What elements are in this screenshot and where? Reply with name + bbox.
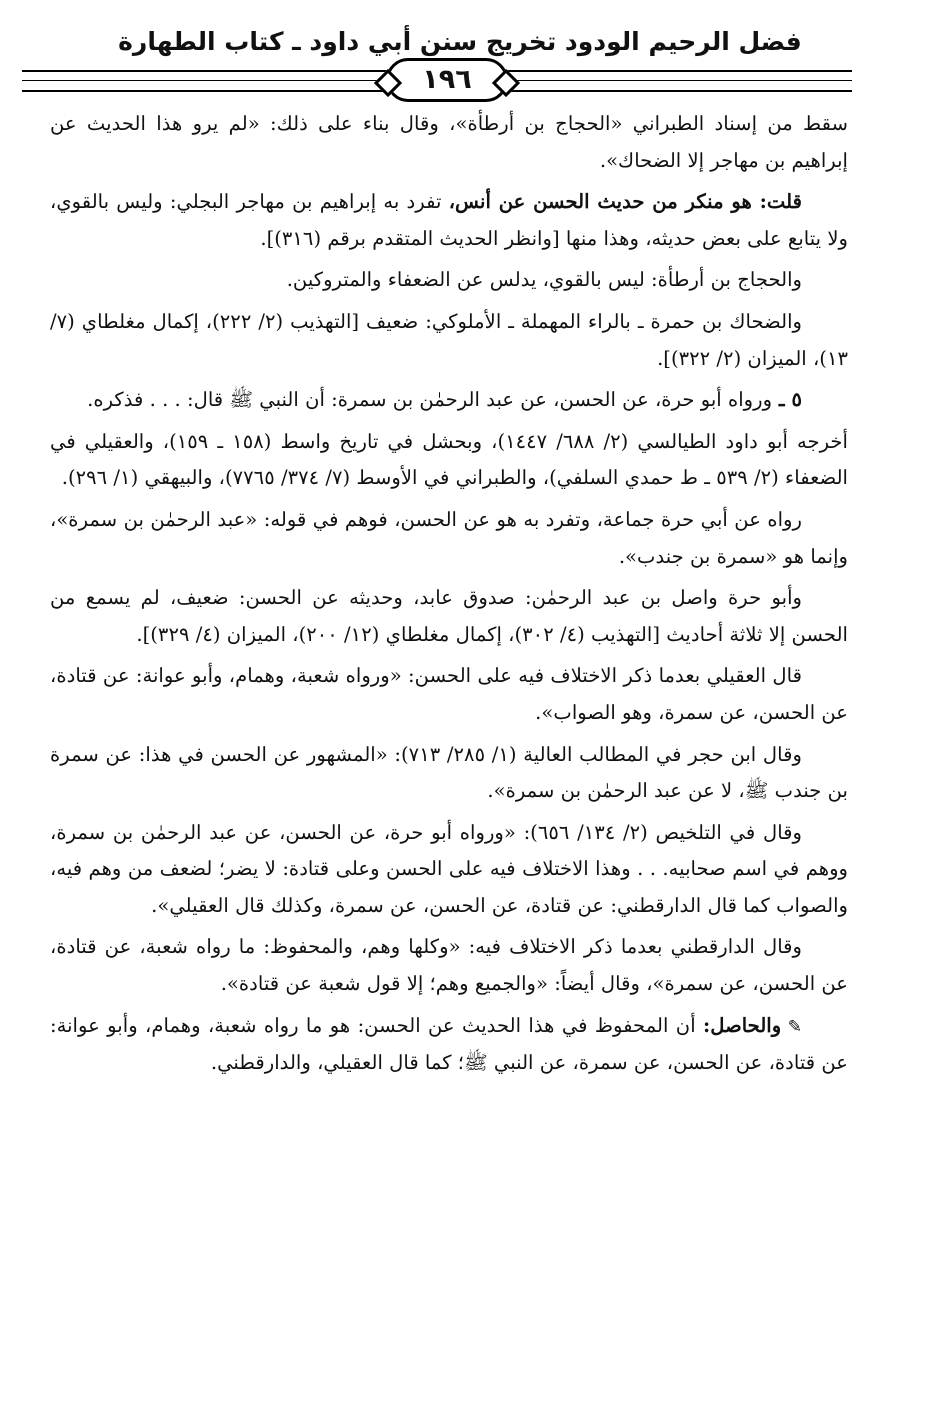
bold-text-run: قلت: هو منكر من حديث الحسن عن أنس،	[448, 190, 802, 214]
main-text-body	[50, 106, 848, 1376]
text-run: رواه عن أبي حرة جماعة، وتفرد به هو عن الحسن، فوهم في قوله: «عبد الرحمٰن بن سمرة»، وإنما هو «سمرة بن جندب».	[50, 507, 848, 568]
text-run: قال العقيلي بعدما ذكر الاختلاف فيه على الحسن: «ورواه شعبة، وهمام، وأبو عوانة: عن قتادة، عن الحسن، عن سمرة، وهو الصواب».	[50, 664, 848, 724]
paragraph	[50, 929, 848, 1002]
paragraph	[50, 502, 848, 575]
paragraph	[50, 737, 848, 810]
text-run: سقط من إسناد الطبراني «الحجاج بن أرطأة»، وقال بناء على ذلك: «لم يرو هذا الحديث عن إبراهيم بن مهاجر إلا الضحاك».	[50, 112, 848, 172]
text-run: والحجاج بن أرطأة: ليس بالقوي، يدلس عن الضعفاء والمتروكين.	[286, 268, 802, 292]
pen-note-icon: ✎	[781, 1016, 802, 1037]
paragraph	[50, 262, 848, 299]
text-run: وقال الدارقطني بعدما ذكر الاختلاف فيه: «وكلها وهم، والمحفوظ: ما رواه شعبة، عن قتادة، عن الحسن، عن سمرة»، وقال أيضاً: «والجميع وهم؛ إلا قول شعبة عن قتادة».	[50, 935, 848, 996]
paragraph	[50, 304, 848, 377]
paragraph	[50, 424, 848, 497]
text-run: وقال في التلخيص (٢/ ١٣٤/ ٦٥٦): «ورواه أبو حرة، عن الحسن، عن عبد الرحمٰن بن سمرة، ووهم في اسم صحابيه. . . وهذا الاختلاف فيه على الحسن وعلى قتادة: لا يضر؛ لضعف من وهم فيه، والصواب كما قال الدارقطني: عن قتادة، عن الحسن، عن سمرة، وكذلك قال العقيلي».	[50, 820, 848, 917]
paragraph	[50, 815, 848, 925]
bold-text-run: ٥ ـ	[772, 388, 802, 412]
paragraph	[50, 382, 848, 419]
text-run: أخرجه أبو داود الطيالسي (٢/ ٦٨٨/ ١٤٤٧)، وبحشل في تاريخ واسط (١٥٨ ـ ١٥٩)، والعقيلي في الضعفاء (٢/ ٥٣٩ ـ ط حمدي السلفي)، والطبراني في الأوسط (٧/ ٣٧٤/ ٧٧٦٥)، والبيهقي (١/ ٢٩٦).	[50, 429, 848, 490]
text-run: والضحاك بن حمرة ـ بالراء المهملة ـ الأملوكي: ضعيف [التهذيب (٢/ ٢٢٢)، إكمال مغلطاي (٧/ ١٣)، الميزان (٢/ ٣٢٢)].	[50, 309, 848, 370]
text-run: أن المحفوظ في هذا الحديث عن الحسن: هو ما رواه شعبة، وهمام، وأبو عوانة: عن قتادة، عن الحسن، عن سمرة، عن النبي ﷺ؛ كما قال العقيلي، والدارقطني.	[50, 1013, 848, 1075]
bold-text-run: والحاصل:	[703, 1013, 782, 1037]
paragraph	[50, 1008, 848, 1082]
page-number: ١٩٦	[386, 58, 508, 102]
paragraph	[50, 184, 848, 257]
paragraph	[50, 658, 848, 731]
running-header-title: فضل الرحيم الودود تخريج سنن أبي داود ـ كتاب الطهارة	[118, 27, 802, 56]
paragraph	[50, 580, 848, 653]
paragraph	[50, 106, 848, 179]
text-run: تفرد به إبراهيم بن مهاجر البجلي: وليس بالقوي، ولا يتابع على بعض حديثه، وهذا منها [وانظر الحديث المتقدم برقم (٣١٦)].	[50, 190, 848, 250]
text-run: وأبو حرة واصل بن عبد الرحمٰن: صدوق عابد، وحديثه عن الحسن: ضعيف، لم يسمع من الحسن إلا ثلاثة أحاديث [التهذيب (٤/ ٣٠٢)، إكمال مغلطاي (١٢/ ٢٠٠)، الميزان (٤/ ٣٢٩)].	[50, 586, 848, 646]
text-run: وقال ابن حجر في المطالب العالية (١/ ٢٨٥/ ٧١٣): «المشهور عن الحسن في هذا: عن سمرة بن جندب ﷺ، لا عن عبد الرحمٰن بن سمرة».	[50, 742, 848, 803]
text-run: ورواه أبو حرة، عن الحسن، عن عبد الرحمٰن بن سمرة: أن النبي ﷺ قال: . . . فذكره.	[87, 388, 773, 412]
